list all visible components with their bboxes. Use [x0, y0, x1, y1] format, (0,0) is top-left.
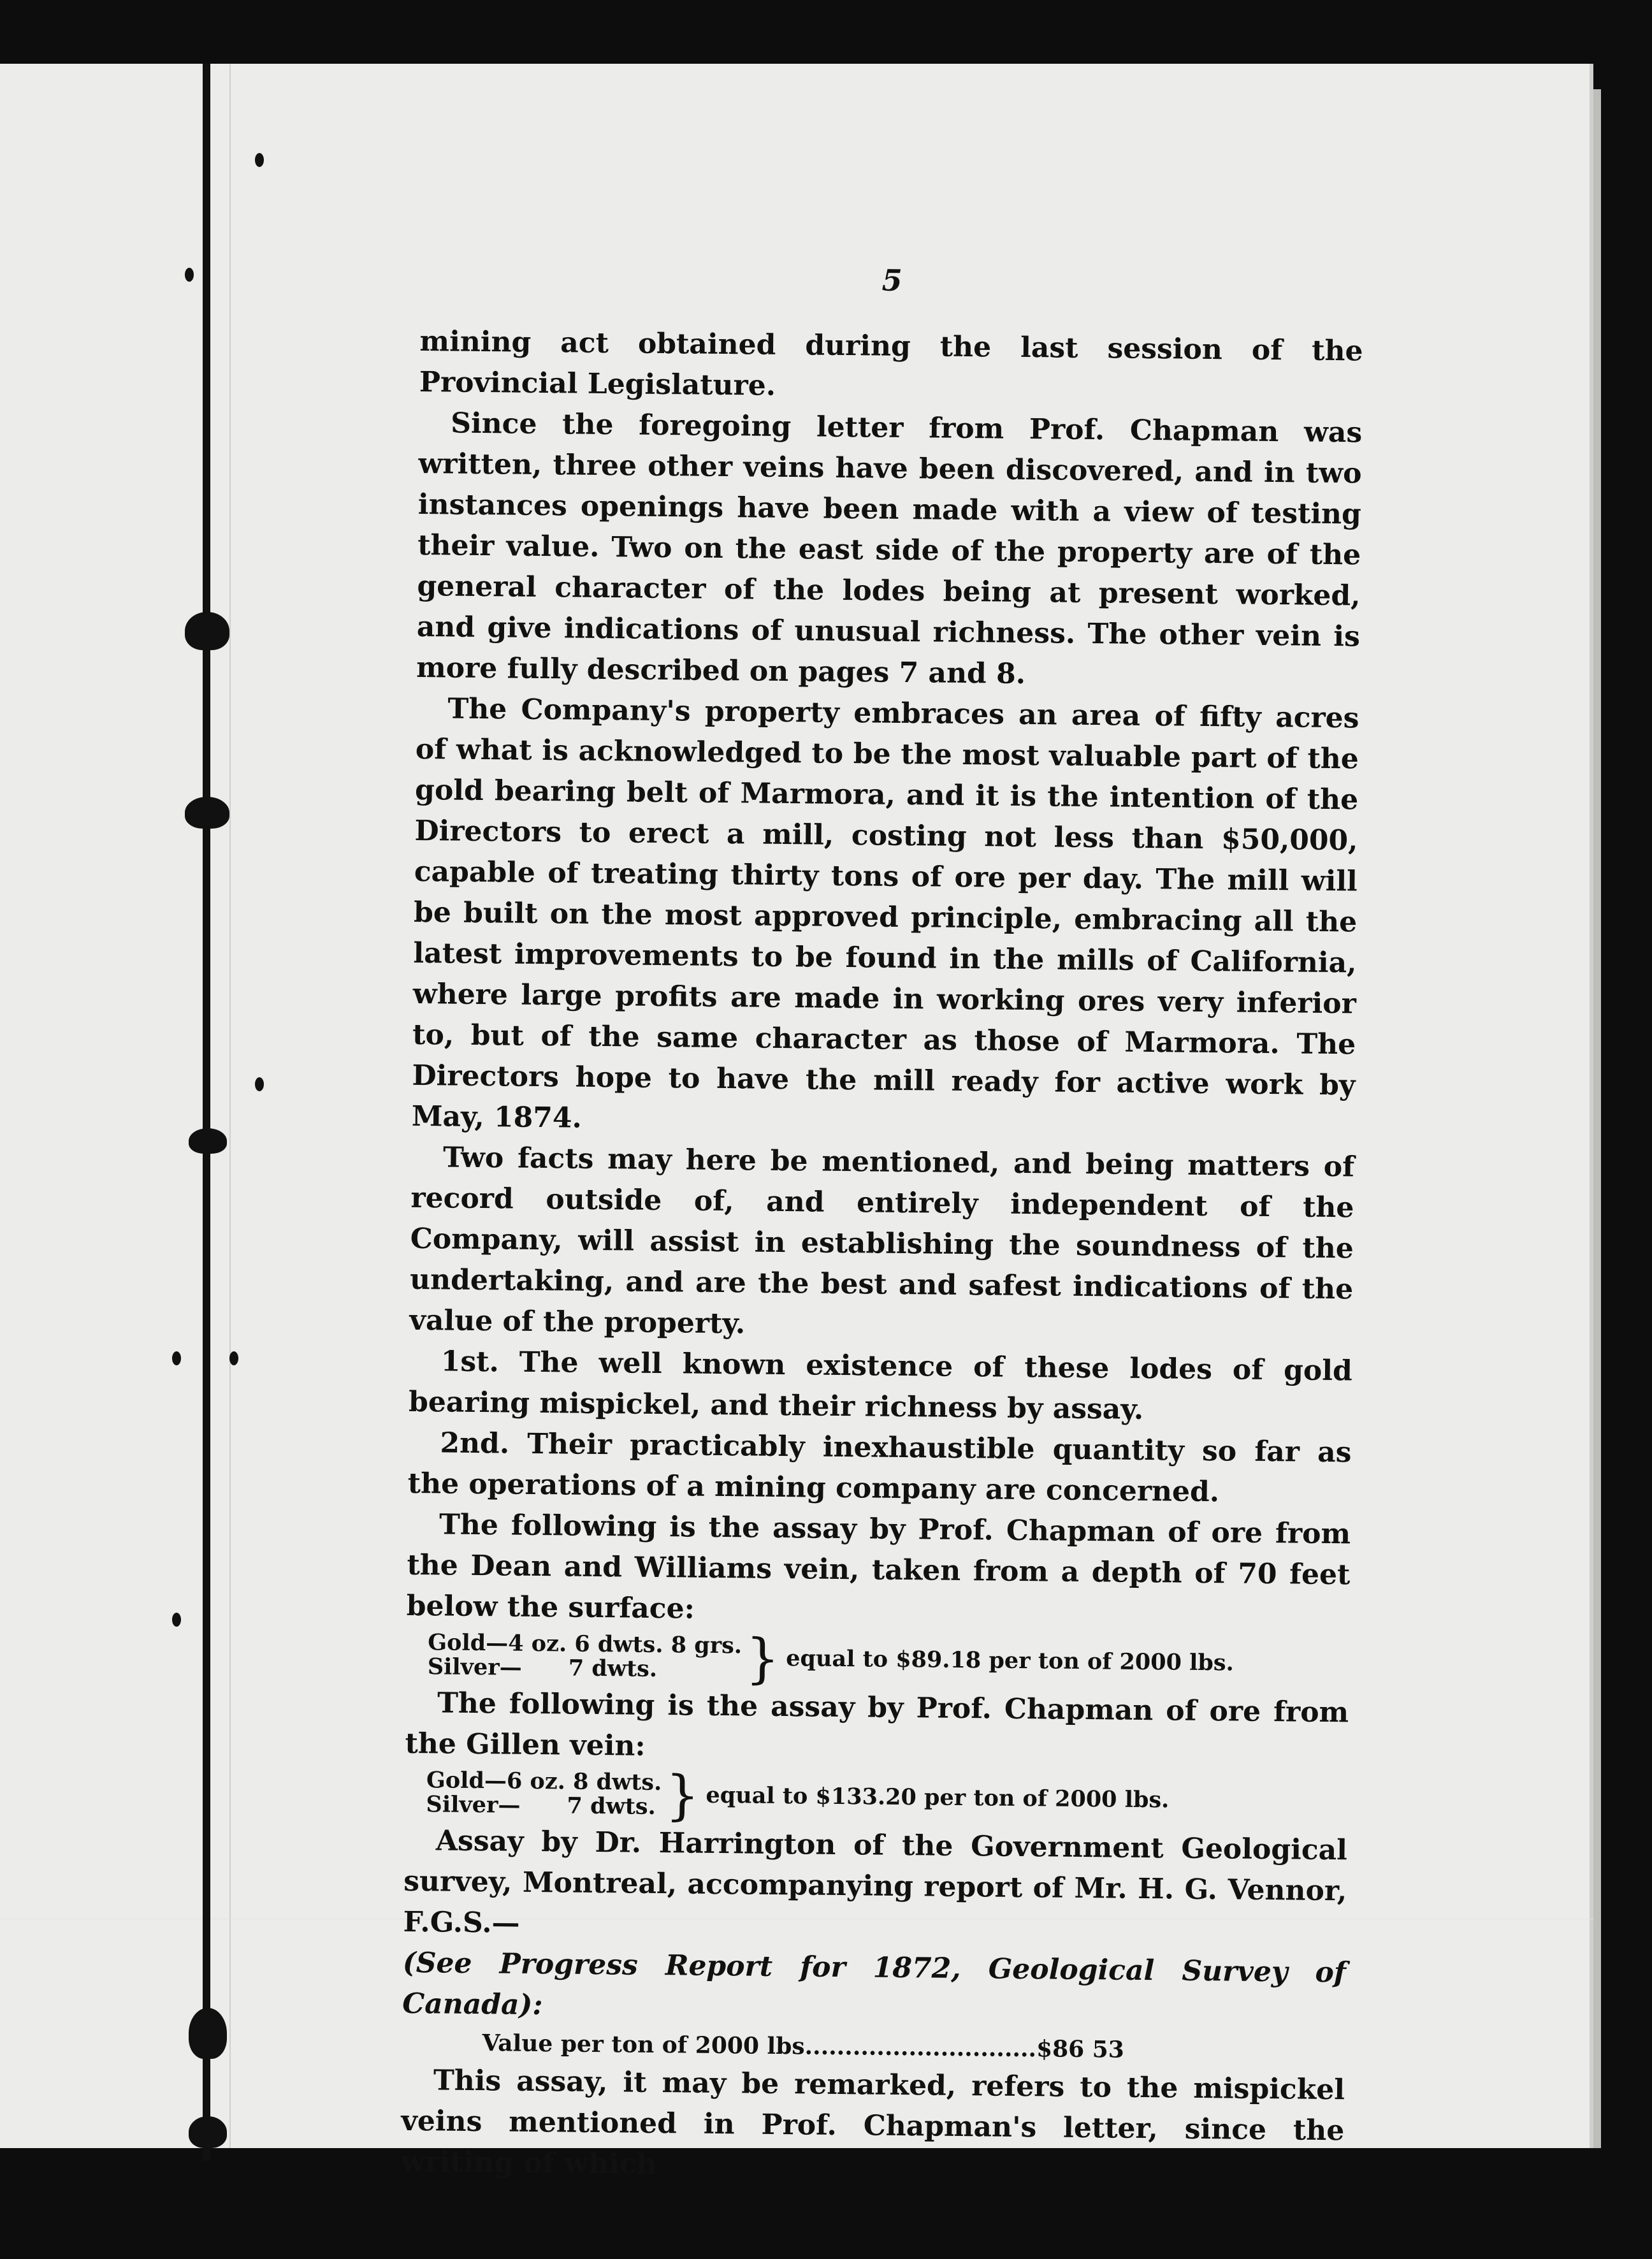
assay-result: equal to $89.18 per ton of 2000 lbs. — [786, 1645, 1234, 1676]
assay-silver-line: Silver— 7 dwts. — [427, 1653, 658, 1683]
binding-dot — [255, 153, 264, 167]
fold-line — [229, 64, 231, 2148]
assay-gold-line: Gold—6 oz. 8 dwts. — [426, 1767, 662, 1796]
paragraph: This assay, it may be remarked, refers to the mispickel veins mentioned in Prof. Chapman's letter, since the writing of which — [400, 2064, 1345, 2181]
binding-dot — [229, 1351, 238, 1365]
paragraph: Two facts may here be mentioned, and being matters of record outside of, and entirely independent of the Company, will assist in establishing the soundness of the undertaking, and are the best and safest indications of the value of the property. — [409, 1141, 1355, 1340]
paragraph: The following is the assay by Prof. Chapman of ore from the Gillen vein: — [405, 1687, 1349, 1762]
paragraph: 1st. The well known existence of these lodes of gold bearing mispickel, and their richness by assay. — [408, 1345, 1353, 1426]
assay-brace: } — [665, 1764, 700, 1827]
page-edge — [1593, 89, 1601, 2148]
assay-gold-line: Gold—4 oz. 6 dwts. 8 grs. — [427, 1629, 743, 1659]
binding-ornament — [185, 612, 229, 650]
paragraph: mining act obtained during the last session of the Provincial Legislature. — [419, 324, 1363, 402]
binding-ornament — [189, 2116, 227, 2148]
paragraph: The Company's property embraces an area of fifty acres of what is acknowledged to be the most valuable part of the gold bearing belt of Marmora, and it is the intention of the Directors to erect a mill, costing not less than $50,000, capable of treating thirty tons of ore per day. The mill will be built on the most approved principle, embracing all the latest improvements to be found in the mills of California, where large profits are made in working ores very inferior to, but of the same character as those of Marmora. The Directors hope to have the mill ready for active work by May, 1874. — [411, 692, 1359, 1135]
paragraph: Since the foregoing letter from Prof. Chapman was written, three other veins have been discovered, and in two instances openings have been made with a view of testing their value. Two on the east side of the property are of the general character of the lodes being at present worked, and give indications of unusual richness. The other vein is more fully described on pages 7 and 8. — [416, 407, 1363, 690]
report-reference: (See Progress Report for 1872, Geological Survey of Canada): — [402, 1946, 1347, 2022]
binding-strip — [203, 64, 210, 2161]
binding-dot — [172, 1351, 181, 1365]
page-number: 5 — [881, 263, 902, 298]
paragraph: The following is the assay by Prof. Chapman of ore from the Dean and Williams vein, taken from a depth of 70 feet below the surface: — [406, 1508, 1351, 1625]
assay-brace: } — [745, 1627, 780, 1690]
binding-ornament — [185, 797, 229, 829]
paragraph: Assay by Dr. Harrington of the Government Geological survey, Montreal, accompanying report of Mr. H. G. Vennor, F.G.S.— — [403, 1824, 1348, 1940]
assay-result: equal to $133.20 per ton of 2000 lbs. — [706, 1782, 1170, 1813]
page-text — [400, 255, 1364, 2192]
binding-dot — [185, 268, 194, 282]
binding-dot — [172, 1613, 181, 1627]
assay-gillen — [426, 1764, 1348, 1827]
assay-value-line: Value per ton of 2000 lbs.............................$86 53 — [482, 2030, 1125, 2063]
binding-ornament — [189, 2008, 227, 2059]
assay-dean-williams — [427, 1627, 1350, 1690]
binding-dot — [255, 1077, 264, 1091]
binding-ornament — [189, 1128, 227, 1154]
assay-silver-line: Silver— 7 dwts. — [426, 1791, 656, 1820]
paragraph: 2nd. Their practicably inexhaustible quantity so far as the operations of a mining company are concerned. — [407, 1427, 1352, 1509]
